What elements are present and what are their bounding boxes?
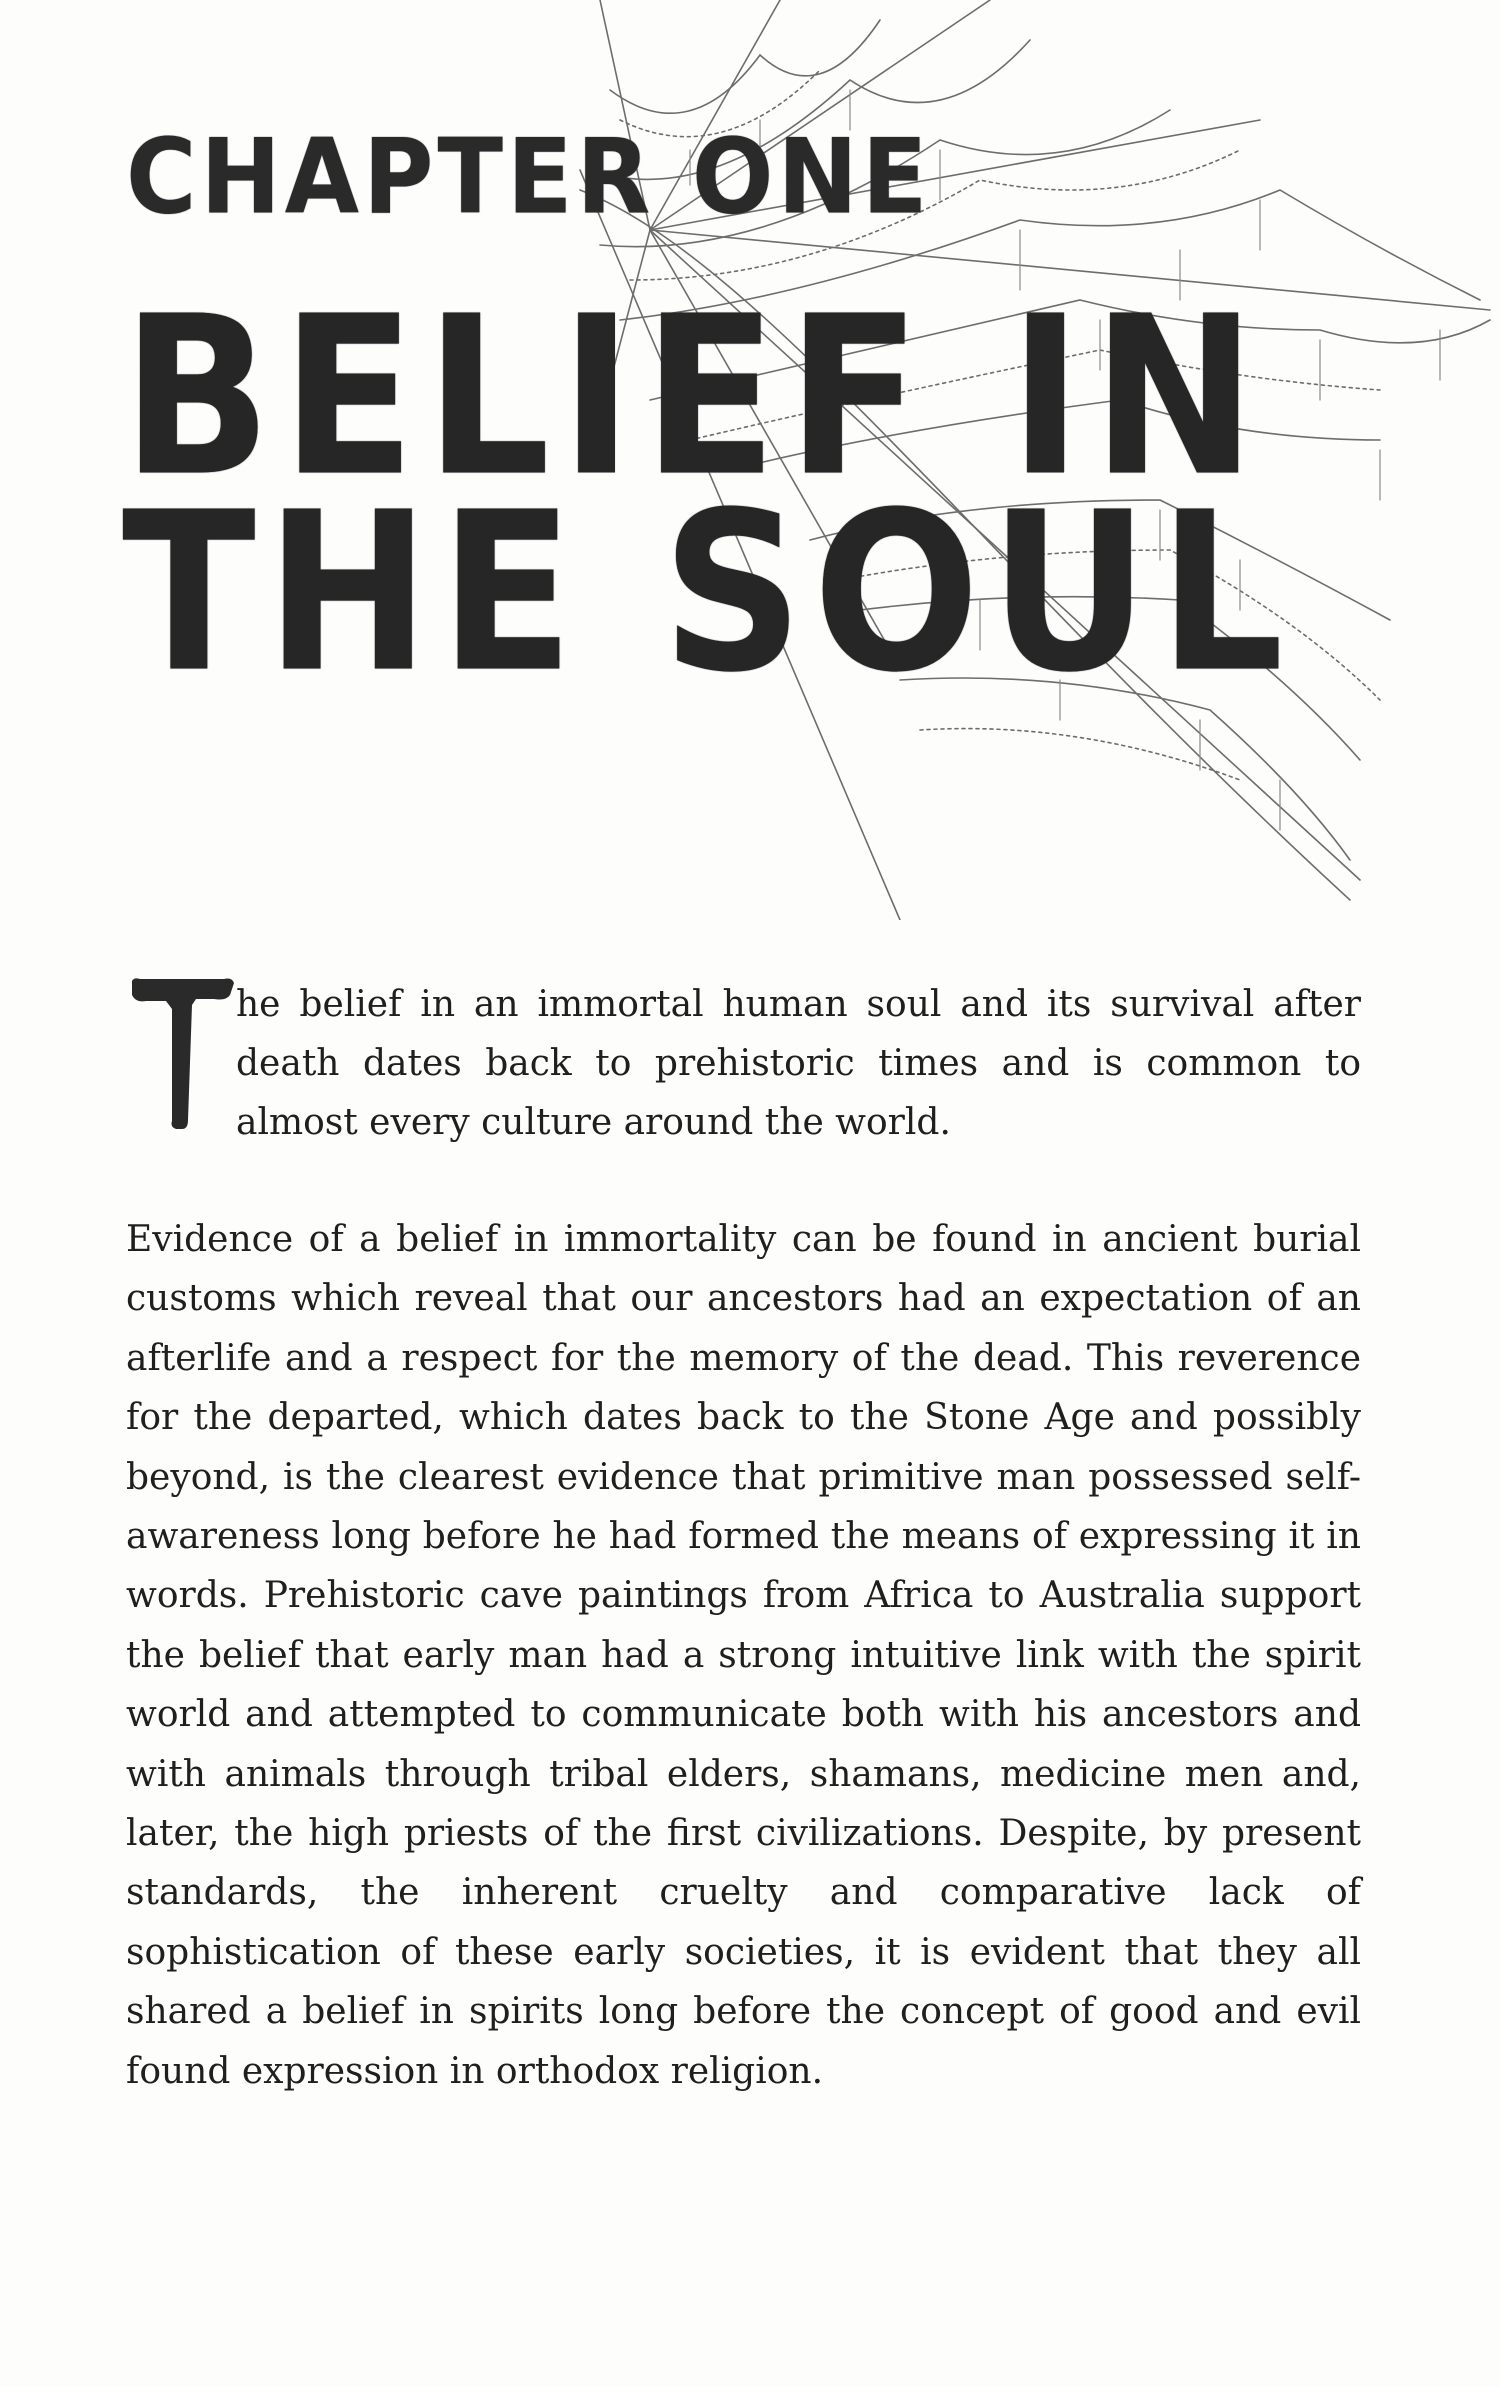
chapter-label: CHAPTER ONE bbox=[126, 116, 932, 238]
intro-paragraph bbox=[126, 975, 1361, 1152]
body-paragraph: Evidence of a belief in immortality can be found in ancient burial customs which reveal that our ancestors had an expectation of an afterlife and a respect for the memory of the dead. This reverence for the departed, which dates back to the Stone Age and possibly beyond, is the clearest evidence that primitive man possessed self-awareness long before he had formed the means of expressing it in words. Prehistoric cave paintings from Africa to Australia support the belief that early man had a strong intuitive link with the spirit world and attempted to communicate both with his ancestors and with animals through tribal elders, shamans, medicine men and, later, the high priests of the first civilizations. Despite, by present standards, the inherent cruelty and comparative lack of sophistication of these early societies, it is evident that they all shared a belief in spirits long before the concept of good and evil found expression in orthodox religion. bbox=[126, 1219, 1361, 2092]
web-dew bbox=[920, 729, 1240, 780]
chapter-title-line-1: BELIEF IN bbox=[122, 269, 1267, 526]
web-ring bbox=[610, 20, 880, 113]
intro-text: he belief in an immortal human soul and its survival after death dates back to prehistoric times and is common to almost every culture around the world. bbox=[236, 984, 1361, 1143]
drop-cap-t-icon bbox=[126, 975, 241, 1135]
chapter-title-line-2: THE SOUL bbox=[122, 465, 1294, 722]
chapter-title bbox=[122, 269, 1294, 722]
